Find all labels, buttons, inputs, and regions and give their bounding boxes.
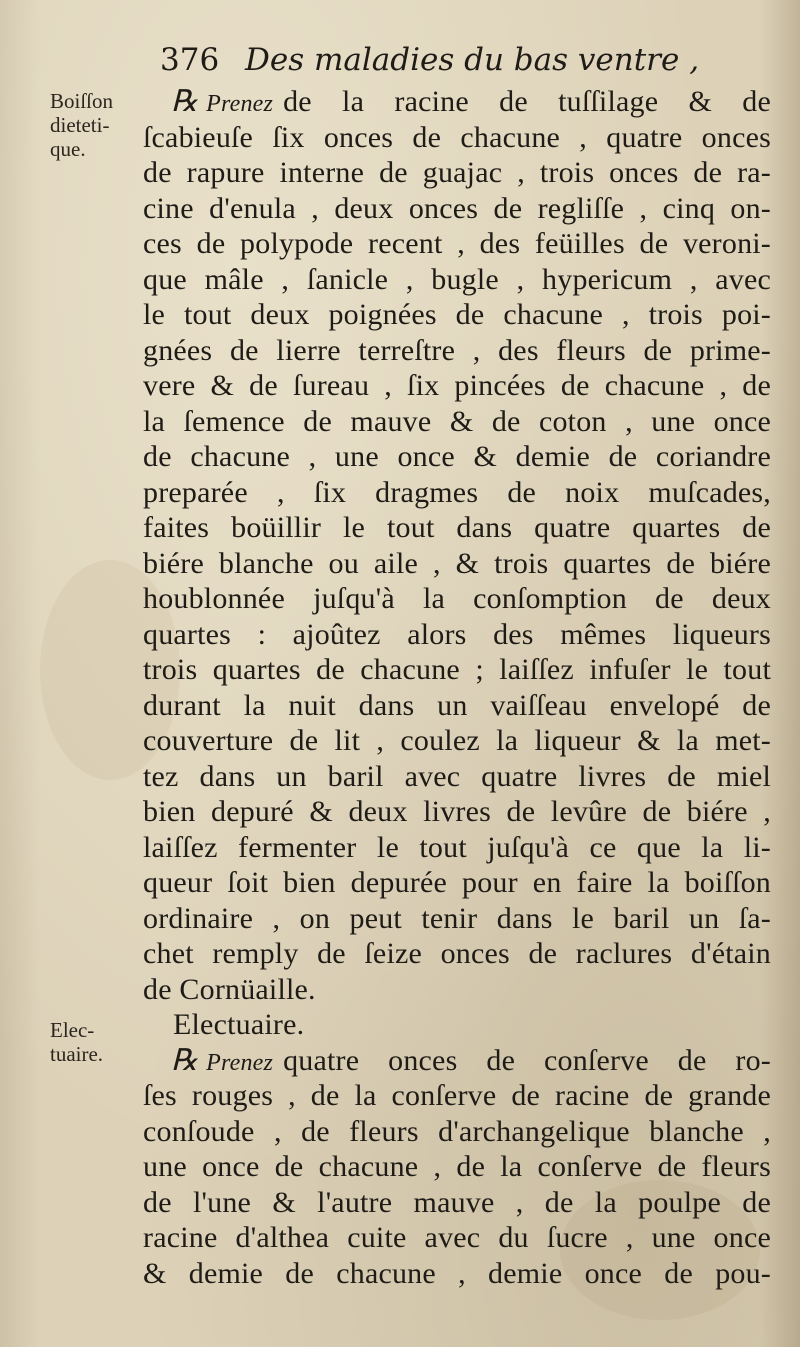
text-line: de Cornüaille.	[143, 972, 316, 1006]
text-line: quatre onces de conſerve de ro-	[283, 1043, 771, 1077]
text-line: de chacune , une once & demie de coriandre	[143, 440, 771, 473]
text-line: bien depuré & deux livres de levûre de biére ,	[143, 795, 771, 828]
text-line: ſcabieuſe ſix onces de chacune , quatre onces	[143, 120, 771, 154]
page-number: 376	[160, 42, 220, 78]
text-line: la ſemence de mauve & de coton , une once	[143, 404, 771, 438]
text-line: de la racine de tuſſilage & de	[283, 85, 771, 118]
margin-note-line: que.	[50, 137, 86, 161]
recipe-symbol-icon: ℞	[171, 85, 199, 118]
margin-note-line: dieteti-	[50, 113, 110, 137]
text-line: vere & de ſureau , ſix pincées de chacune , de	[143, 369, 771, 402]
recipe-opening-line	[143, 84, 771, 120]
text-line: une once de chacune , de la conſerve de fleurs	[143, 1150, 771, 1183]
text-line: biére blanche ou aile , & trois quartes de biére	[143, 546, 771, 580]
text-line: racine d'althea cuite avec du ſucre , une once	[143, 1221, 771, 1254]
text-line: trois quartes de chacune ; laiſſez infuſer le tout	[143, 653, 771, 686]
text-line: conſoude , de fleurs d'archangelique blanche ,	[143, 1114, 771, 1148]
text-line: de rapure interne de guajac , trois onces de ra-	[143, 156, 771, 189]
page-header	[160, 40, 699, 80]
recipe-opening-line	[143, 1043, 771, 1079]
text-line: quartes : ajoûtez alors des mêmes liqueurs	[143, 617, 771, 651]
margin-note-line: tuaire.	[50, 1042, 104, 1066]
text-line: durant la nuit dans un vaiſſeau envelopé de	[143, 688, 771, 722]
text-line: houblonnée juſqu'à la conſomption de deux	[143, 582, 771, 615]
text-line: preparée , ſix dragmes de noix muſcades,	[143, 475, 771, 509]
text-line: cine d'enula , deux onces de regliſſe , cinq on-	[143, 191, 771, 225]
recipe-symbol-icon: ℞	[171, 1043, 199, 1077]
text-line: laiſſez fermenter le tout juſqu'à ce que la li-	[143, 830, 771, 864]
text-line: ces de polypode recent , des feüilles de veroni-	[143, 227, 771, 260]
section-heading: Electuaire.	[173, 1008, 305, 1041]
recipe-verb: Prenez	[206, 1049, 274, 1076]
text-line: gnées de lierre terreſtre , des fleurs de prime-	[143, 333, 771, 367]
margin-note-boisson	[50, 89, 113, 161]
running-title: Des maladies du bas ventre ,	[245, 42, 700, 78]
margin-note-line: Elec-	[50, 1018, 95, 1042]
text-line: queur ſoit bien depurée pour en faire la boiſſon	[143, 866, 771, 899]
text-line: tez dans un baril avec quatre livres de miel	[143, 759, 771, 793]
recipe-verb: Prenez	[206, 91, 274, 117]
text-line: ordinaire , on peut tenir dans le baril un ſa-	[143, 901, 771, 935]
margin-note-electuaire	[50, 1018, 103, 1066]
margin-note-line: Boiſſon	[50, 89, 114, 113]
text-line: chet remply de ſeize onces de raclures d'étain	[143, 937, 771, 970]
text-line: faites boüillir le tout dans quatre quartes de	[143, 511, 771, 544]
text-line: & demie de chacune , demie once de pou-	[143, 1256, 771, 1290]
text-line: le tout deux poignées de chacune , trois poi-	[143, 298, 771, 331]
text-line: couverture de lit , coulez la liqueur & la met-	[143, 724, 771, 757]
text-line: que mâle , ſanicle , bugle , hypericum , avec	[143, 262, 771, 296]
text-line: de l'une & l'autre mauve , de la poulpe de	[143, 1185, 771, 1219]
body-text	[143, 84, 771, 1291]
text-line: ſes rouges , de la conſerve de racine de grande	[143, 1079, 771, 1112]
